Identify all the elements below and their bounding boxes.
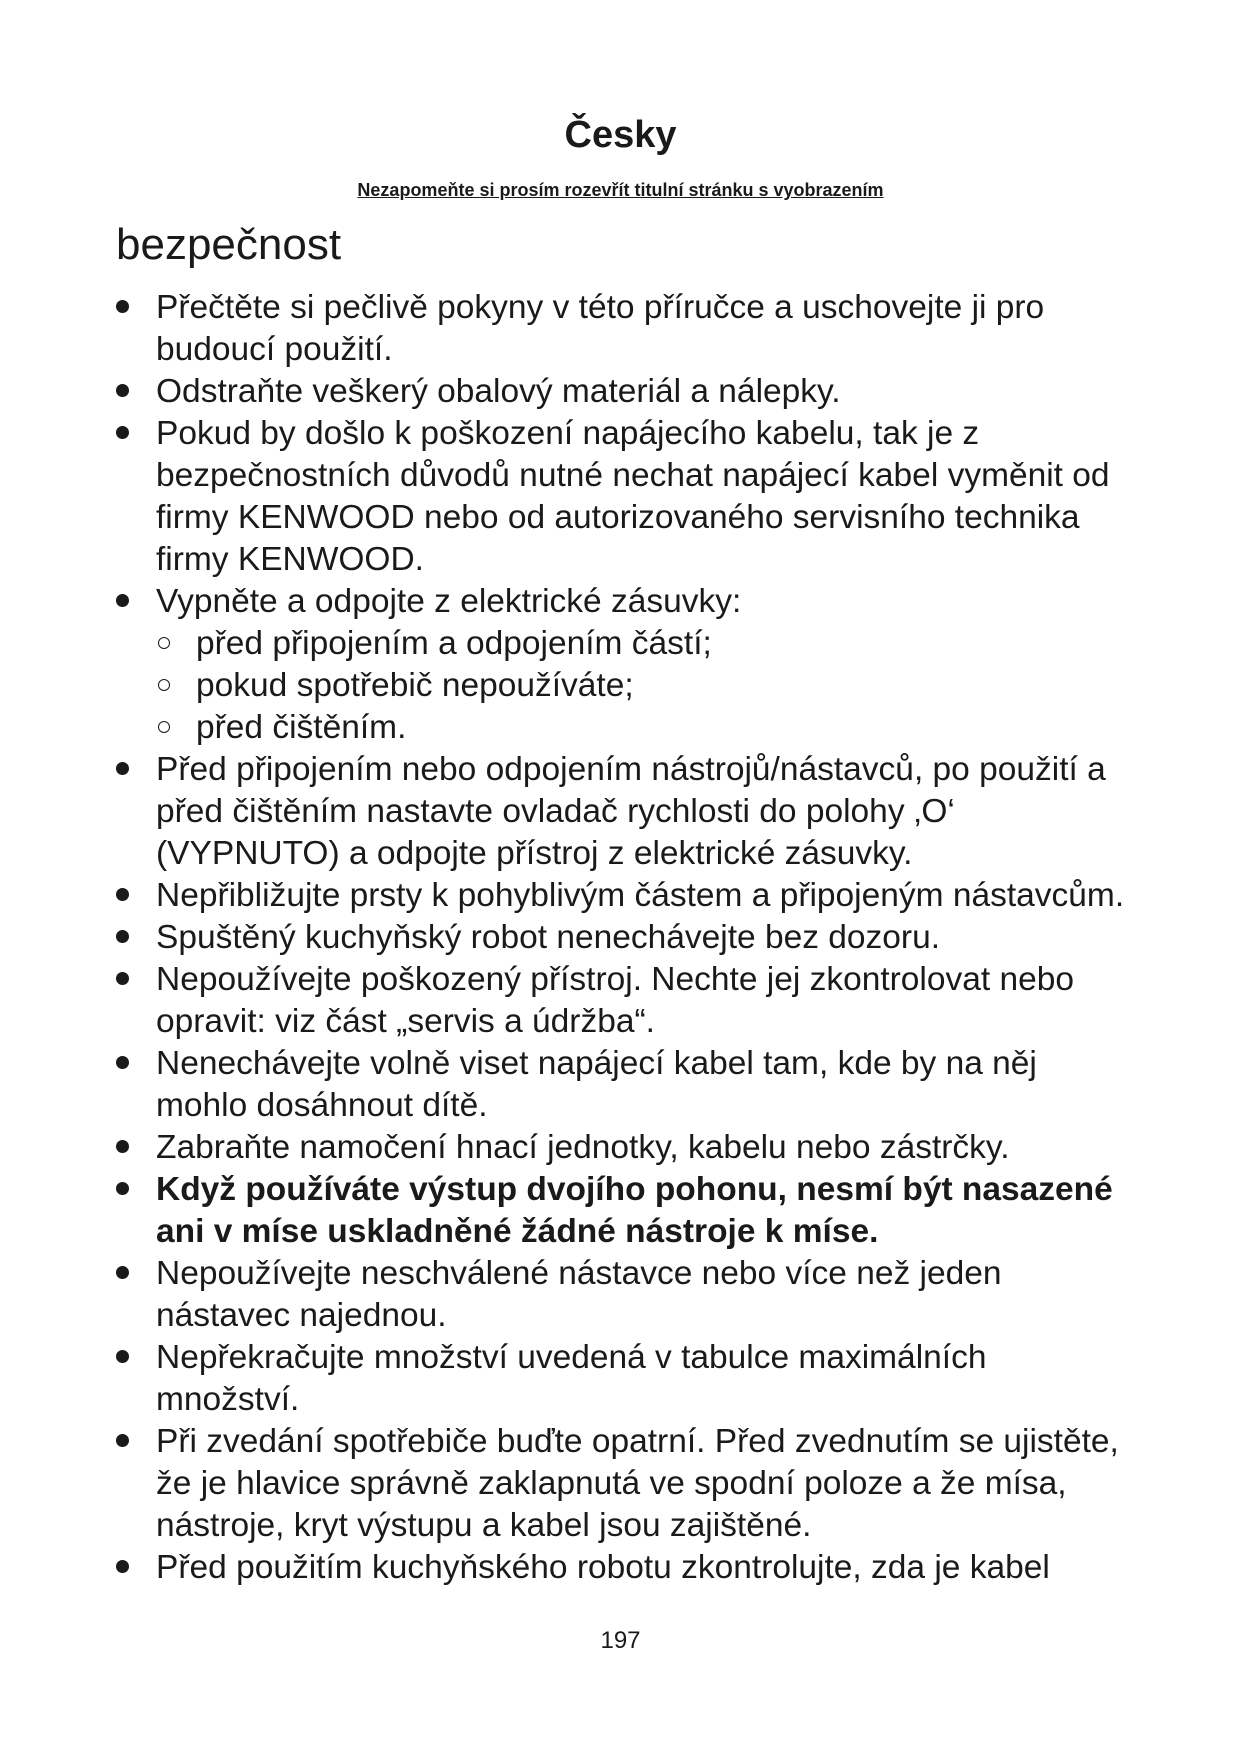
sub-list-item-text: pokud spotřebič nepoužíváte; [196,667,634,704]
list-item-text: Pokud by došlo k poškození napájecího kabelu, tak je z bezpečnostních důvodů nutné nechat napájecí kabel vyměnit od firmy KENWOOD nebo od autorizovaného servisního technika firmy KENWOOD. [156,415,1110,578]
bullet-icon [116,384,129,397]
bullet-icon [116,1434,129,1447]
list-item-text: Když používáte výstup dvojího pohonu, nesmí být nasazené ani v míse uskladněné žádné nástroje k míse. [156,1171,1113,1250]
list-item [116,749,1136,875]
sub-list-item-text: před čištěním. [196,709,407,746]
bullet-icon [116,1056,129,1069]
list-item [116,959,1136,1043]
list-item-text: Nepoužívejte neschválené nástavce nebo více než jeden nástavec najednou. [156,1255,1002,1334]
hollow-bullet-icon [158,637,170,649]
sub-list [156,623,1136,749]
bullet-icon [116,972,129,985]
sub-list-item-text: před připojením a odpojením částí; [196,625,712,662]
sub-list-item [156,665,1136,707]
list-item [116,1043,1136,1127]
hollow-bullet-icon [158,679,170,691]
safety-list [116,287,1136,1589]
list-item-text: Nepřibližujte prsty k pohyblivým částem a připojeným nástavcům. [156,877,1125,914]
list-item [116,413,1136,581]
list-item [116,1421,1136,1547]
list-item-text: Nepoužívejte poškozený přístroj. Nechte jej zkontrolovat nebo opravit: viz část „servis a údržba“. [156,961,1075,1040]
fold-out-notice: Nezapomeňte si prosím rozevřít titulní stránku s vyobrazením [357,180,884,200]
bullet-icon [116,1350,129,1363]
list-item-text: Před připojením nebo odpojením nástrojů/nástavců, po použití a před čištěním nastavte ovladač rychlosti do polohy ‚O‘ (VYPNUTO) a odpojte přístroj z elektrické zásuvky. [156,751,1106,872]
hollow-bullet-icon [158,721,170,733]
list-item [116,1253,1136,1337]
list-item-text: Nepřekračujte množství uvedená v tabulce maximálních množství. [156,1339,987,1418]
bullet-icon [116,888,129,901]
list-item-warning [116,1169,1136,1253]
bullet-icon [116,594,129,607]
bullet-icon [116,1560,129,1573]
list-item [116,917,1136,959]
bullet-icon [116,1140,129,1153]
list-item-text: Spuštěný kuchyňský robot nenechávejte bez dozoru. [156,919,941,956]
sub-list-item [156,707,1136,749]
list-item [116,581,1136,749]
list-item-text: Přečtěte si pečlivě pokyny v této příručce a uschovejte ji pro budoucí použití. [156,289,1045,368]
list-item-text: Odstraňte veškerý obalový materiál a nálepky. [156,373,841,410]
list-item-text: Vypněte a odpojte z elektrické zásuvky: [156,583,742,620]
list-item [116,1547,1136,1589]
list-item [116,1337,1136,1421]
list-item [116,875,1136,917]
list-item [116,287,1136,371]
bullet-icon [116,1182,129,1195]
bullet-icon [116,930,129,943]
bullet-icon [116,1266,129,1279]
list-item-text: Před použitím kuchyňského robotu zkontrolujte, zda je kabel [156,1549,1050,1586]
page-number: 197 [600,1627,641,1654]
sub-list-item [156,623,1136,665]
bullet-icon [116,762,129,775]
list-item-text: Nenechávejte volně viset napájecí kabel tam, kde by na něj mohlo dosáhnout dítě. [156,1045,1037,1124]
bullet-icon [116,426,129,439]
language-title: Česky [564,114,677,156]
list-item-text: Při zvedání spotřebiče buďte opatrní. Před zvednutím se ujistěte, že je hlavice správně zaklapnutá ve spodní poloze a že mísa, nástroje, kryt výstupu a kabel jsou zajištěné. [156,1423,1119,1544]
section-heading: bezpečnost [116,220,342,269]
list-item [116,1127,1136,1169]
list-item-text: Zabraňte namočení hnací jednotky, kabelu nebo zástrčky. [156,1129,1010,1166]
list-item [116,371,1136,413]
bullet-icon [116,300,129,313]
